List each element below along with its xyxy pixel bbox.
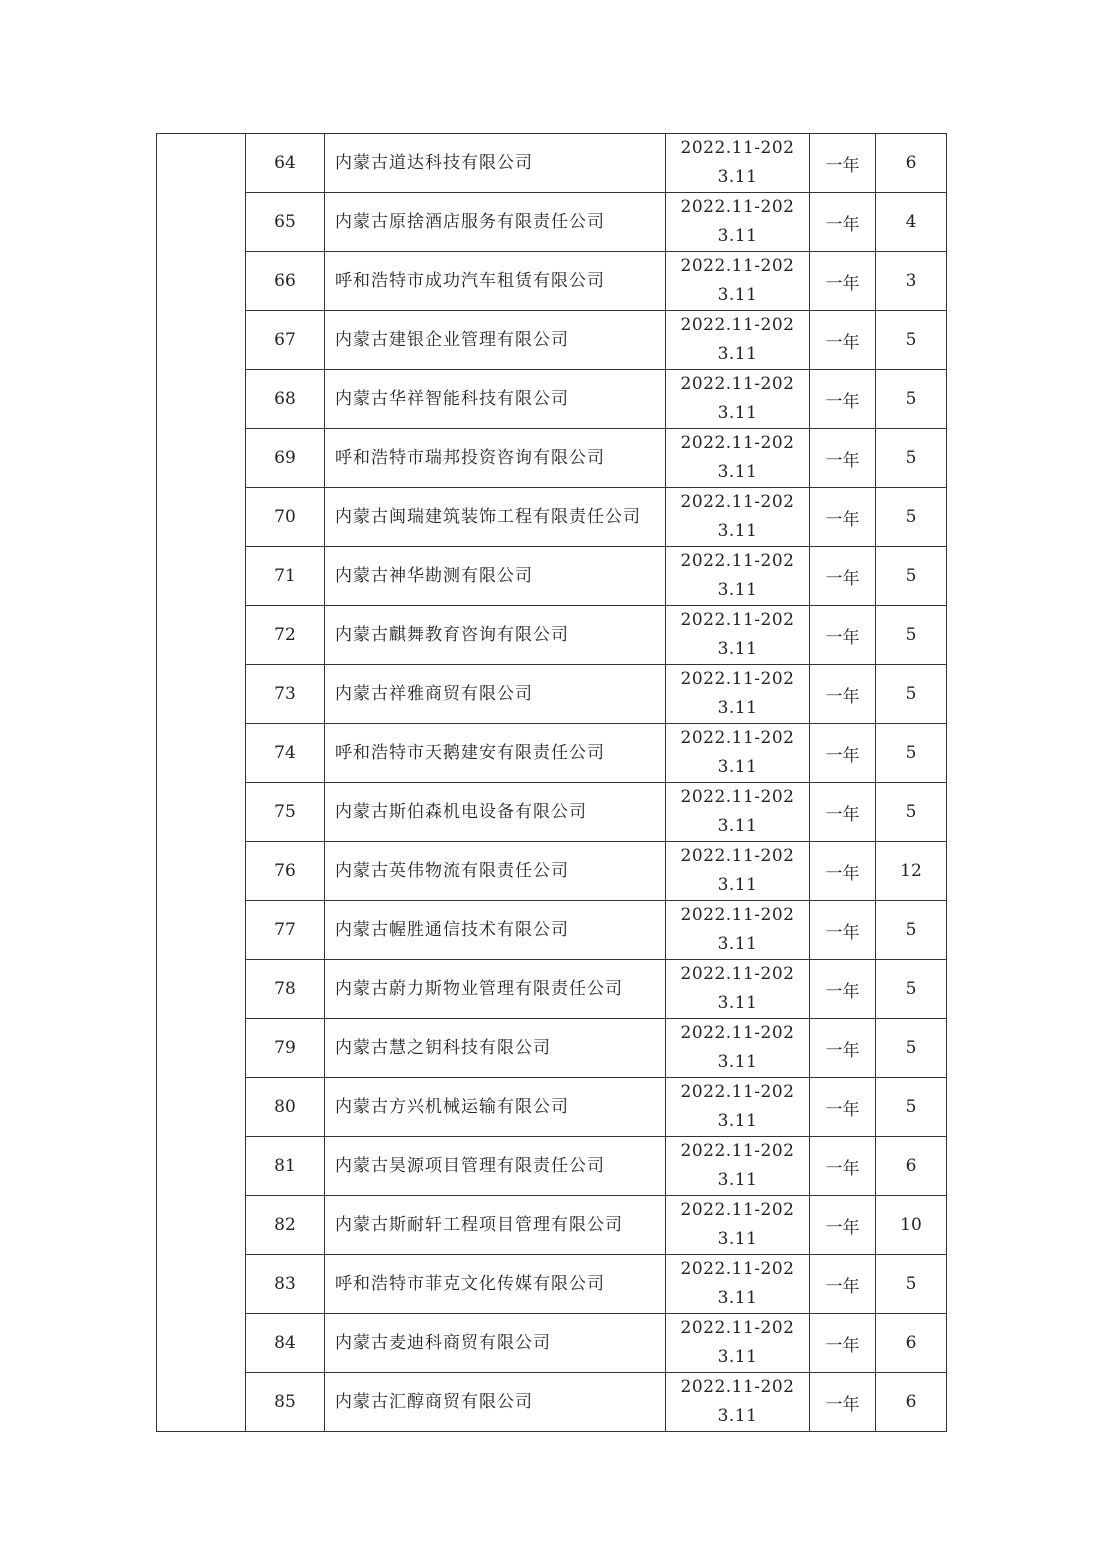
row-number-cell: 65 <box>246 193 325 252</box>
term-cell: 一年 <box>810 252 876 311</box>
row-number-cell: 71 <box>246 547 325 606</box>
table-row <box>157 901 947 960</box>
row-number-cell: 69 <box>246 429 325 488</box>
period-text: 2022.11-2023.11 <box>680 846 795 895</box>
period-text: 2022.11-2023.11 <box>680 197 795 246</box>
period-cell <box>666 1137 810 1196</box>
company-name-cell: 内蒙古斯伯森机电设备有限公司 <box>325 783 666 842</box>
table-row <box>157 311 947 370</box>
row-number-cell: 73 <box>246 665 325 724</box>
period-cell <box>666 488 810 547</box>
period-cell <box>666 370 810 429</box>
count-cell: 5 <box>876 311 947 370</box>
table-row <box>157 370 947 429</box>
period-cell <box>666 1196 810 1255</box>
period-text: 2022.11-2023.11 <box>680 256 795 305</box>
count-cell: 5 <box>876 1255 947 1314</box>
period-cell <box>666 606 810 665</box>
count-cell: 5 <box>876 370 947 429</box>
table-row <box>157 960 947 1019</box>
row-number-cell: 76 <box>246 842 325 901</box>
period-cell <box>666 724 810 783</box>
count-cell: 5 <box>876 606 947 665</box>
period-cell <box>666 1078 810 1137</box>
table-row <box>157 1196 947 1255</box>
company-name-cell: 内蒙古斯耐轩工程项目管理有限公司 <box>325 1196 666 1255</box>
period-text: 2022.11-2023.11 <box>680 1377 795 1426</box>
count-cell: 10 <box>876 1196 947 1255</box>
company-name-cell: 内蒙古方兴机械运输有限公司 <box>325 1078 666 1137</box>
period-cell <box>666 1019 810 1078</box>
period-text: 2022.11-2023.11 <box>680 138 795 187</box>
row-number-cell: 72 <box>246 606 325 665</box>
table-row <box>157 724 947 783</box>
term-cell: 一年 <box>810 1078 876 1137</box>
period-text: 2022.11-2023.11 <box>680 1023 795 1072</box>
company-name-cell: 呼和浩特市菲克文化传媒有限公司 <box>325 1255 666 1314</box>
period-cell <box>666 134 810 193</box>
table-row <box>157 783 947 842</box>
term-cell: 一年 <box>810 311 876 370</box>
term-cell: 一年 <box>810 1255 876 1314</box>
term-cell: 一年 <box>810 193 876 252</box>
period-text: 2022.11-2023.11 <box>680 610 795 659</box>
count-cell: 3 <box>876 252 947 311</box>
table-row <box>157 252 947 311</box>
term-cell: 一年 <box>810 901 876 960</box>
period-cell <box>666 901 810 960</box>
company-name-cell: 内蒙古英伟物流有限责任公司 <box>325 842 666 901</box>
row-number-cell: 64 <box>246 134 325 193</box>
table-row <box>157 488 947 547</box>
count-cell: 5 <box>876 783 947 842</box>
company-name-cell: 内蒙古神华勘测有限公司 <box>325 547 666 606</box>
company-name-cell: 内蒙古祥雅商贸有限公司 <box>325 665 666 724</box>
period-cell <box>666 960 810 1019</box>
period-cell <box>666 665 810 724</box>
period-cell <box>666 547 810 606</box>
company-name-cell: 内蒙古昊源项目管理有限责任公司 <box>325 1137 666 1196</box>
term-cell: 一年 <box>810 488 876 547</box>
table-row <box>157 1373 947 1432</box>
period-cell <box>666 252 810 311</box>
row-number-cell: 67 <box>246 311 325 370</box>
row-number-cell: 82 <box>246 1196 325 1255</box>
count-cell: 6 <box>876 1314 947 1373</box>
count-cell: 5 <box>876 1078 947 1137</box>
table-row <box>157 1078 947 1137</box>
term-cell: 一年 <box>810 724 876 783</box>
term-cell: 一年 <box>810 960 876 1019</box>
period-cell <box>666 1314 810 1373</box>
count-cell: 5 <box>876 724 947 783</box>
period-text: 2022.11-2023.11 <box>680 905 795 954</box>
count-cell: 6 <box>876 134 947 193</box>
company-name-cell: 内蒙古闽瑞建筑装饰工程有限责任公司 <box>325 488 666 547</box>
table-row <box>157 606 947 665</box>
company-name-cell: 内蒙古道达科技有限公司 <box>325 134 666 193</box>
term-cell: 一年 <box>810 1196 876 1255</box>
row-number-cell: 85 <box>246 1373 325 1432</box>
term-cell: 一年 <box>810 429 876 488</box>
table-row <box>157 842 947 901</box>
company-name-cell: 内蒙古原捨酒店服务有限责任公司 <box>325 193 666 252</box>
period-text: 2022.11-2023.11 <box>680 1141 795 1190</box>
row-number-cell: 75 <box>246 783 325 842</box>
company-name-cell: 呼和浩特市瑞邦投资咨询有限公司 <box>325 429 666 488</box>
period-cell <box>666 311 810 370</box>
company-name-cell: 内蒙古麒舞教育咨询有限公司 <box>325 606 666 665</box>
count-cell: 6 <box>876 1373 947 1432</box>
row-number-cell: 77 <box>246 901 325 960</box>
period-text: 2022.11-2023.11 <box>680 787 795 836</box>
period-cell <box>666 1255 810 1314</box>
period-text: 2022.11-2023.11 <box>680 964 795 1013</box>
row-number-cell: 66 <box>246 252 325 311</box>
row-number-cell: 74 <box>246 724 325 783</box>
row-number-cell: 70 <box>246 488 325 547</box>
term-cell: 一年 <box>810 1373 876 1432</box>
count-cell: 5 <box>876 1019 947 1078</box>
count-cell: 5 <box>876 488 947 547</box>
term-cell: 一年 <box>810 1137 876 1196</box>
count-cell: 5 <box>876 429 947 488</box>
company-name-cell: 内蒙古慧之钥科技有限公司 <box>325 1019 666 1078</box>
count-cell: 5 <box>876 901 947 960</box>
period-text: 2022.11-2023.11 <box>680 1259 795 1308</box>
period-text: 2022.11-2023.11 <box>680 728 795 777</box>
period-text: 2022.11-2023.11 <box>680 551 795 600</box>
company-table <box>156 133 947 1432</box>
count-cell: 6 <box>876 1137 947 1196</box>
period-cell <box>666 783 810 842</box>
row-number-cell: 79 <box>246 1019 325 1078</box>
period-cell <box>666 1373 810 1432</box>
term-cell: 一年 <box>810 134 876 193</box>
row-number-cell: 80 <box>246 1078 325 1137</box>
term-cell: 一年 <box>810 665 876 724</box>
table-row <box>157 547 947 606</box>
term-cell: 一年 <box>810 1019 876 1078</box>
term-cell: 一年 <box>810 783 876 842</box>
company-name-cell: 呼和浩特市成功汽车租赁有限公司 <box>325 252 666 311</box>
row-number-cell: 83 <box>246 1255 325 1314</box>
company-name-cell: 呼和浩特市天鹅建安有限责任公司 <box>325 724 666 783</box>
term-cell: 一年 <box>810 370 876 429</box>
term-cell: 一年 <box>810 606 876 665</box>
group-cell <box>157 134 246 1432</box>
table-row <box>157 1137 947 1196</box>
count-cell: 5 <box>876 665 947 724</box>
row-number-cell: 78 <box>246 960 325 1019</box>
period-text: 2022.11-2023.11 <box>680 433 795 482</box>
period-text: 2022.11-2023.11 <box>680 1082 795 1131</box>
table-row <box>157 1019 947 1078</box>
count-cell: 5 <box>876 960 947 1019</box>
period-text: 2022.11-2023.11 <box>680 374 795 423</box>
row-number-cell: 84 <box>246 1314 325 1373</box>
period-text: 2022.11-2023.11 <box>680 492 795 541</box>
table-row <box>157 1314 947 1373</box>
table-row <box>157 429 947 488</box>
term-cell: 一年 <box>810 547 876 606</box>
row-number-cell: 68 <box>246 370 325 429</box>
period-cell <box>666 429 810 488</box>
period-cell <box>666 193 810 252</box>
table-row <box>157 193 947 252</box>
company-table-body <box>157 134 947 1432</box>
company-name-cell: 内蒙古蔚力斯物业管理有限责任公司 <box>325 960 666 1019</box>
term-cell: 一年 <box>810 842 876 901</box>
company-name-cell: 内蒙古幄胜通信技术有限公司 <box>325 901 666 960</box>
company-name-cell: 内蒙古麦迪科商贸有限公司 <box>325 1314 666 1373</box>
table-row <box>157 665 947 724</box>
table-row <box>157 134 947 193</box>
company-name-cell: 内蒙古建银企业管理有限公司 <box>325 311 666 370</box>
table-row <box>157 1255 947 1314</box>
period-text: 2022.11-2023.11 <box>680 1200 795 1249</box>
company-name-cell: 内蒙古华祥智能科技有限公司 <box>325 370 666 429</box>
count-cell: 12 <box>876 842 947 901</box>
count-cell: 5 <box>876 547 947 606</box>
row-number-cell: 81 <box>246 1137 325 1196</box>
period-text: 2022.11-2023.11 <box>680 1318 795 1367</box>
term-cell: 一年 <box>810 1314 876 1373</box>
period-cell <box>666 842 810 901</box>
count-cell: 4 <box>876 193 947 252</box>
period-text: 2022.11-2023.11 <box>680 315 795 364</box>
company-name-cell: 内蒙古汇醇商贸有限公司 <box>325 1373 666 1432</box>
period-text: 2022.11-2023.11 <box>680 669 795 718</box>
